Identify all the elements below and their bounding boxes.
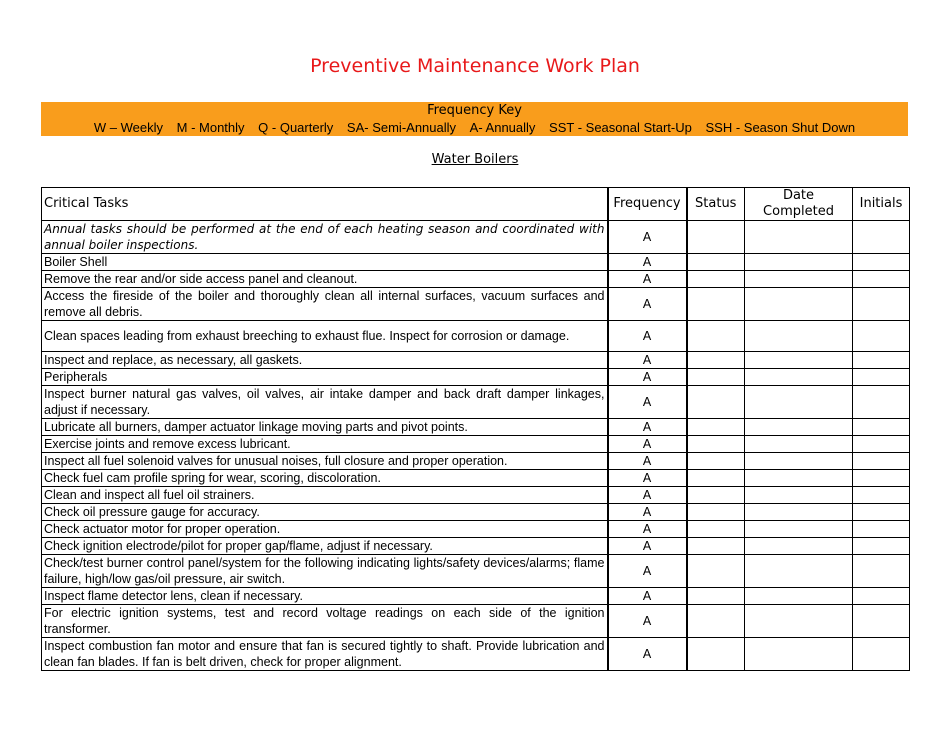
header-status: Status xyxy=(687,188,745,221)
status-cell[interactable] xyxy=(687,453,745,470)
status-cell[interactable] xyxy=(687,271,745,288)
table-row xyxy=(42,538,910,555)
frequency-cell: A xyxy=(608,386,687,419)
frequency-cell: A xyxy=(608,470,687,487)
table-row xyxy=(42,254,910,271)
date-completed-cell[interactable] xyxy=(745,221,853,254)
date-completed-cell[interactable] xyxy=(745,470,853,487)
date-completed-cell[interactable] xyxy=(745,352,853,369)
date-completed-cell[interactable] xyxy=(745,605,853,638)
table-row xyxy=(42,638,910,671)
table-row xyxy=(42,588,910,605)
task-cell: Exercise joints and remove excess lubricant. xyxy=(42,436,608,453)
header-initials: Initials xyxy=(853,188,910,221)
date-completed-cell[interactable] xyxy=(745,453,853,470)
task-cell: For electric ignition systems, test and record voltage readings on each side of the ignition transformer. xyxy=(42,605,608,638)
initials-cell[interactable] xyxy=(853,521,910,538)
date-completed-cell[interactable] xyxy=(745,419,853,436)
table-row xyxy=(42,419,910,436)
table-row xyxy=(42,386,910,419)
task-cell: Peripherals xyxy=(42,369,608,386)
status-cell[interactable] xyxy=(687,470,745,487)
date-completed-cell[interactable] xyxy=(745,538,853,555)
task-cell: Boiler Shell xyxy=(42,254,608,271)
status-cell[interactable] xyxy=(687,538,745,555)
initials-cell[interactable] xyxy=(853,386,910,419)
frequency-key-item: M - Monthly xyxy=(176,120,245,135)
date-completed-cell[interactable] xyxy=(745,288,853,321)
status-cell[interactable] xyxy=(687,221,745,254)
frequency-cell: A xyxy=(608,521,687,538)
frequency-cell: A xyxy=(608,321,687,352)
frequency-cell: A xyxy=(608,588,687,605)
initials-cell[interactable] xyxy=(853,352,910,369)
frequency-cell: A xyxy=(608,271,687,288)
date-completed-cell[interactable] xyxy=(745,638,853,671)
initials-cell[interactable] xyxy=(853,254,910,271)
status-cell[interactable] xyxy=(687,288,745,321)
status-cell[interactable] xyxy=(687,588,745,605)
task-cell: Inspect flame detector lens, clean if necessary. xyxy=(42,588,608,605)
section-title: Water Boilers xyxy=(431,152,519,167)
date-completed-cell[interactable] xyxy=(745,386,853,419)
task-cell: Annual tasks should be performed at the end of each heating season and coordinated with annual boiler inspections. xyxy=(42,221,608,254)
date-completed-cell[interactable] xyxy=(745,588,853,605)
task-cell: Remove the rear and/or side access panel and cleanout. xyxy=(42,271,608,288)
initials-cell[interactable] xyxy=(853,555,910,588)
frequency-cell: A xyxy=(608,605,687,638)
frequency-cell: A xyxy=(608,638,687,671)
table-row xyxy=(42,521,910,538)
header-critical-tasks: Critical Tasks xyxy=(42,188,608,221)
frequency-key-banner xyxy=(41,102,908,136)
initials-cell[interactable] xyxy=(853,221,910,254)
frequency-key-item: Q - Quarterly xyxy=(258,120,334,135)
status-cell[interactable] xyxy=(687,352,745,369)
initials-cell[interactable] xyxy=(853,470,910,487)
status-cell[interactable] xyxy=(687,419,745,436)
date-completed-cell[interactable] xyxy=(745,487,853,504)
header-frequency: Frequency xyxy=(608,188,687,221)
task-cell: Lubricate all burners, damper actuator linkage moving parts and pivot points. xyxy=(42,419,608,436)
date-completed-cell[interactable] xyxy=(745,254,853,271)
frequency-cell: A xyxy=(608,453,687,470)
table-row xyxy=(42,605,910,638)
status-cell[interactable] xyxy=(687,555,745,588)
task-cell: Inspect burner natural gas valves, oil valves, air intake damper and back draft damper linkages, adjust if necessary. xyxy=(42,386,608,419)
initials-cell[interactable] xyxy=(853,588,910,605)
initials-cell[interactable] xyxy=(853,605,910,638)
task-cell: Check oil pressure gauge for accuracy. xyxy=(42,504,608,521)
frequency-cell: A xyxy=(608,504,687,521)
frequency-cell: A xyxy=(608,288,687,321)
initials-cell[interactable] xyxy=(853,321,910,352)
frequency-key-item: W – Weekly xyxy=(93,120,164,135)
frequency-key-item: A- Annually xyxy=(469,120,536,135)
task-cell: Check ignition electrode/pilot for proper gap/flame, adjust if necessary. xyxy=(42,538,608,555)
date-completed-cell[interactable] xyxy=(745,436,853,453)
task-cell: Check fuel cam profile spring for wear, scoring, discoloration. xyxy=(42,470,608,487)
status-cell[interactable] xyxy=(687,521,745,538)
initials-cell[interactable] xyxy=(853,453,910,470)
status-cell[interactable] xyxy=(687,638,745,671)
initials-cell[interactable] xyxy=(853,436,910,453)
critical-tasks-table xyxy=(41,187,910,671)
task-cell: Inspect all fuel solenoid valves for unusual noises, full closure and proper operation. xyxy=(42,453,608,470)
status-cell[interactable] xyxy=(687,436,745,453)
initials-cell[interactable] xyxy=(853,419,910,436)
table-row xyxy=(42,321,910,352)
status-cell[interactable] xyxy=(687,369,745,386)
frequency-key-legend xyxy=(41,119,908,136)
table-row xyxy=(42,453,910,470)
initials-cell[interactable] xyxy=(853,288,910,321)
section-heading xyxy=(0,152,950,167)
table-row xyxy=(42,504,910,521)
status-cell[interactable] xyxy=(687,605,745,638)
table-row xyxy=(42,369,910,386)
table-row xyxy=(42,487,910,504)
task-cell: Check actuator motor for proper operation. xyxy=(42,521,608,538)
initials-cell[interactable] xyxy=(853,271,910,288)
initials-cell[interactable] xyxy=(853,538,910,555)
frequency-key-title: Frequency Key xyxy=(427,103,522,118)
header-date-completed: Date Completed xyxy=(745,188,853,221)
table-row xyxy=(42,436,910,453)
initials-cell[interactable] xyxy=(853,638,910,671)
frequency-cell: A xyxy=(608,254,687,271)
table-header-row xyxy=(42,188,910,221)
initials-cell[interactable] xyxy=(853,369,910,386)
date-completed-cell[interactable] xyxy=(745,271,853,288)
task-cell: Clean and inspect all fuel oil strainers. xyxy=(42,487,608,504)
date-completed-cell[interactable] xyxy=(745,555,853,588)
task-cell: Clean spaces leading from exhaust breeching to exhaust flue. Inspect for corrosion or damage. xyxy=(42,321,608,352)
frequency-cell: A xyxy=(608,221,687,254)
status-cell[interactable] xyxy=(687,504,745,521)
status-cell[interactable] xyxy=(687,321,745,352)
frequency-cell: A xyxy=(608,538,687,555)
frequency-key-item: SST - Seasonal Start-Up xyxy=(549,120,692,135)
task-cell: Access the fireside of the boiler and thoroughly clean all internal surfaces, vacuum surfaces and remove all debris. xyxy=(42,288,608,321)
page-title: Preventive Maintenance Work Plan xyxy=(310,55,640,77)
task-cell: Check/test burner control panel/system for the following indicating lights/safety devices/alarms; flame failure, high/low gas/oil pressure, air switch. xyxy=(42,555,608,588)
table-row xyxy=(42,271,910,288)
frequency-key-item: SSH - Season Shut Down xyxy=(705,120,856,135)
date-completed-cell[interactable] xyxy=(745,369,853,386)
initials-cell[interactable] xyxy=(853,487,910,504)
frequency-cell: A xyxy=(608,369,687,386)
task-cell: Inspect and replace, as necessary, all gaskets. xyxy=(42,352,608,369)
frequency-key-item: SA- Semi-Annually xyxy=(346,120,457,135)
table-row xyxy=(42,470,910,487)
date-completed-cell[interactable] xyxy=(745,321,853,352)
task-cell: Inspect combustion fan motor and ensure that fan is secured tightly to shaft. Provide lubrication and clean fan blades. If fan is belt driven, check for proper alignment. xyxy=(42,638,608,671)
initials-cell[interactable] xyxy=(853,504,910,521)
status-cell[interactable] xyxy=(687,254,745,271)
frequency-cell: A xyxy=(608,419,687,436)
table-row xyxy=(42,288,910,321)
date-completed-cell[interactable] xyxy=(745,504,853,521)
table-row xyxy=(42,555,910,588)
date-completed-cell[interactable] xyxy=(745,521,853,538)
table-row xyxy=(42,352,910,369)
frequency-cell: A xyxy=(608,352,687,369)
status-cell[interactable] xyxy=(687,386,745,419)
frequency-cell: A xyxy=(608,555,687,588)
frequency-cell: A xyxy=(608,436,687,453)
table-row xyxy=(42,221,910,254)
frequency-cell: A xyxy=(608,487,687,504)
status-cell[interactable] xyxy=(687,487,745,504)
